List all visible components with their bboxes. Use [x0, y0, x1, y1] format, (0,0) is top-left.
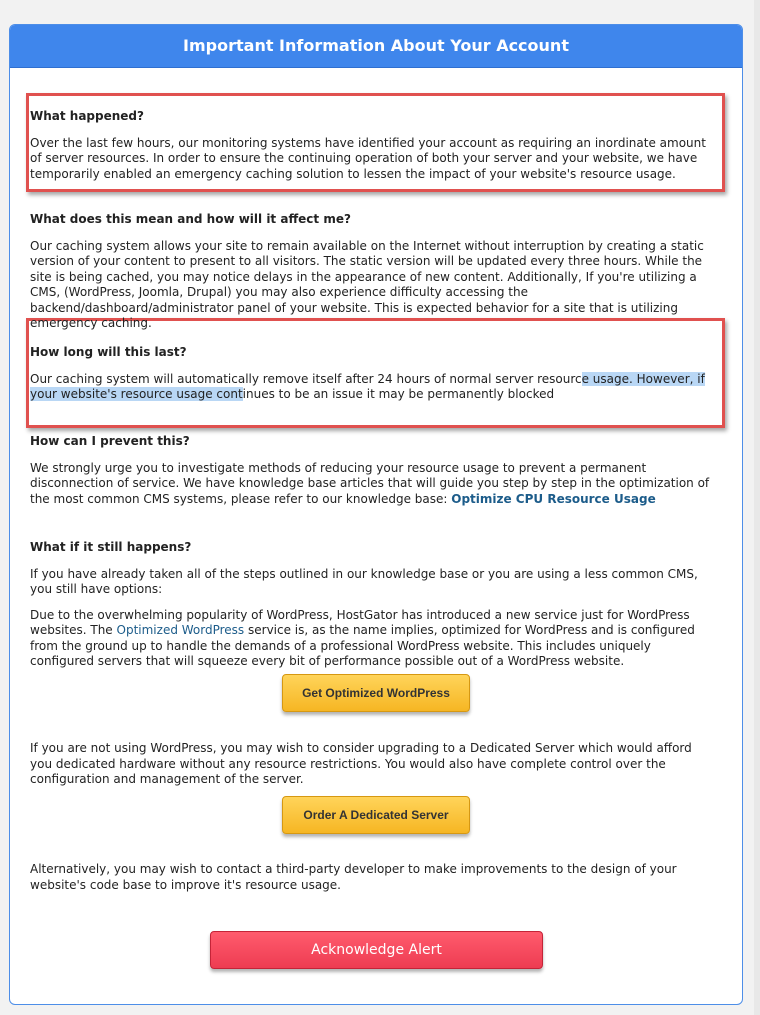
panel-title: Important Information About Your Account — [10, 25, 742, 68]
text-wp-intro: Due to the overwhelming popularity of WordPress, HostGator has introduced a new service just for WordPress websites. The — [30, 607, 690, 637]
acknowledge-alert-button[interactable]: Acknowledge Alert — [210, 931, 543, 969]
section-still-happens — [30, 540, 710, 680]
heading-what-it-means: What does this mean and how will it affect me? — [30, 212, 351, 226]
text-prevent-body: We strongly urge you to investigate methods of reducing your resource usage to prevent a permanent disconnection of service. We have knowledge base articles that will guide you step by step in the optimization of the most common CMS systems, please refer to our knowledge base: — [30, 460, 710, 506]
text-how-long-start: Our caching system will automatically remove itself after 24 hours of normal server resourc — [30, 371, 582, 386]
section-dedicated — [30, 741, 710, 798]
heading-prevent: How can I prevent this? — [30, 434, 190, 448]
heading-how-long: How long will this last? — [30, 345, 187, 359]
section-how-long — [30, 345, 710, 413]
link-optimize-cpu[interactable]: Optimize CPU Resource Usage — [451, 491, 656, 506]
text-optimized-wordpress — [30, 608, 710, 670]
heading-still-happens: What if it still happens? — [30, 540, 192, 554]
get-optimized-wordpress-button[interactable]: Get Optimized WordPress — [282, 674, 470, 712]
section-what-happened — [30, 109, 710, 192]
text-what-it-means: Our caching system allows your site to remain available on the Internet without interruption by creating a static version of your content to present to all visitors. The static version will be updated every three hours. While the site is being cached, you may notice delays in the appearance of new content. Additionally, If you're utilizing a CMS, (WordPress, Joomla, Drupal) you may also experience difficulty accessing the backend/dashboard/administrator panel of your website. This is expected behavior for a site that is utilizing emergency caching. — [30, 238, 704, 330]
text-what-happened: Over the last few hours, our monitoring systems have identified your account as requiring an inordinate amount of server resources. In order to ensure the continuing operation of both your server and your website, we have temporarily enabled an emergency caching solution to lessen the impact of your website's resource usage. — [30, 135, 706, 181]
scrollbar-track[interactable] — [754, 0, 760, 1015]
order-dedicated-server-button[interactable]: Order A Dedicated Server — [282, 796, 470, 834]
text-how-long-end: inues to be an issue it may be permanently blocked — [242, 387, 555, 401]
text-how-long — [30, 372, 710, 403]
link-optimized-wordpress[interactable]: Optimized WordPress — [116, 623, 245, 637]
text-prevent — [30, 461, 710, 508]
text-dedicated-server: If you are not using WordPress, you may wish to consider upgrading to a Dedicated Server which would afford you dedicated hardware without any resource restrictions. You would also have complete control over the configuration and management of the server. — [30, 741, 692, 786]
text-wp-details: service is, as the name implies, optimized for WordPress and is configured from the ground up to handle the demands of a professional WordPress website. This includes uniquely configured servers that will squeeze every bit of performance possible out of a WordPress website. — [30, 623, 695, 668]
text-selection-highlight: e usage. However, if your website's resource usage cont — [30, 371, 705, 401]
section-what-it-means — [30, 212, 710, 342]
text-still-options: If you have already taken all of the steps outlined in our knowledge base or you are using a less common CMS, you still have options: — [30, 566, 698, 596]
section-prevent — [30, 434, 710, 517]
section-third-party — [30, 862, 710, 903]
heading-what-happened: What happened? — [30, 109, 144, 123]
text-third-party: Alternatively, you may wish to contact a third-party developer to make improvements to the design of your website's code base to improve it's resource usage. — [30, 862, 677, 892]
